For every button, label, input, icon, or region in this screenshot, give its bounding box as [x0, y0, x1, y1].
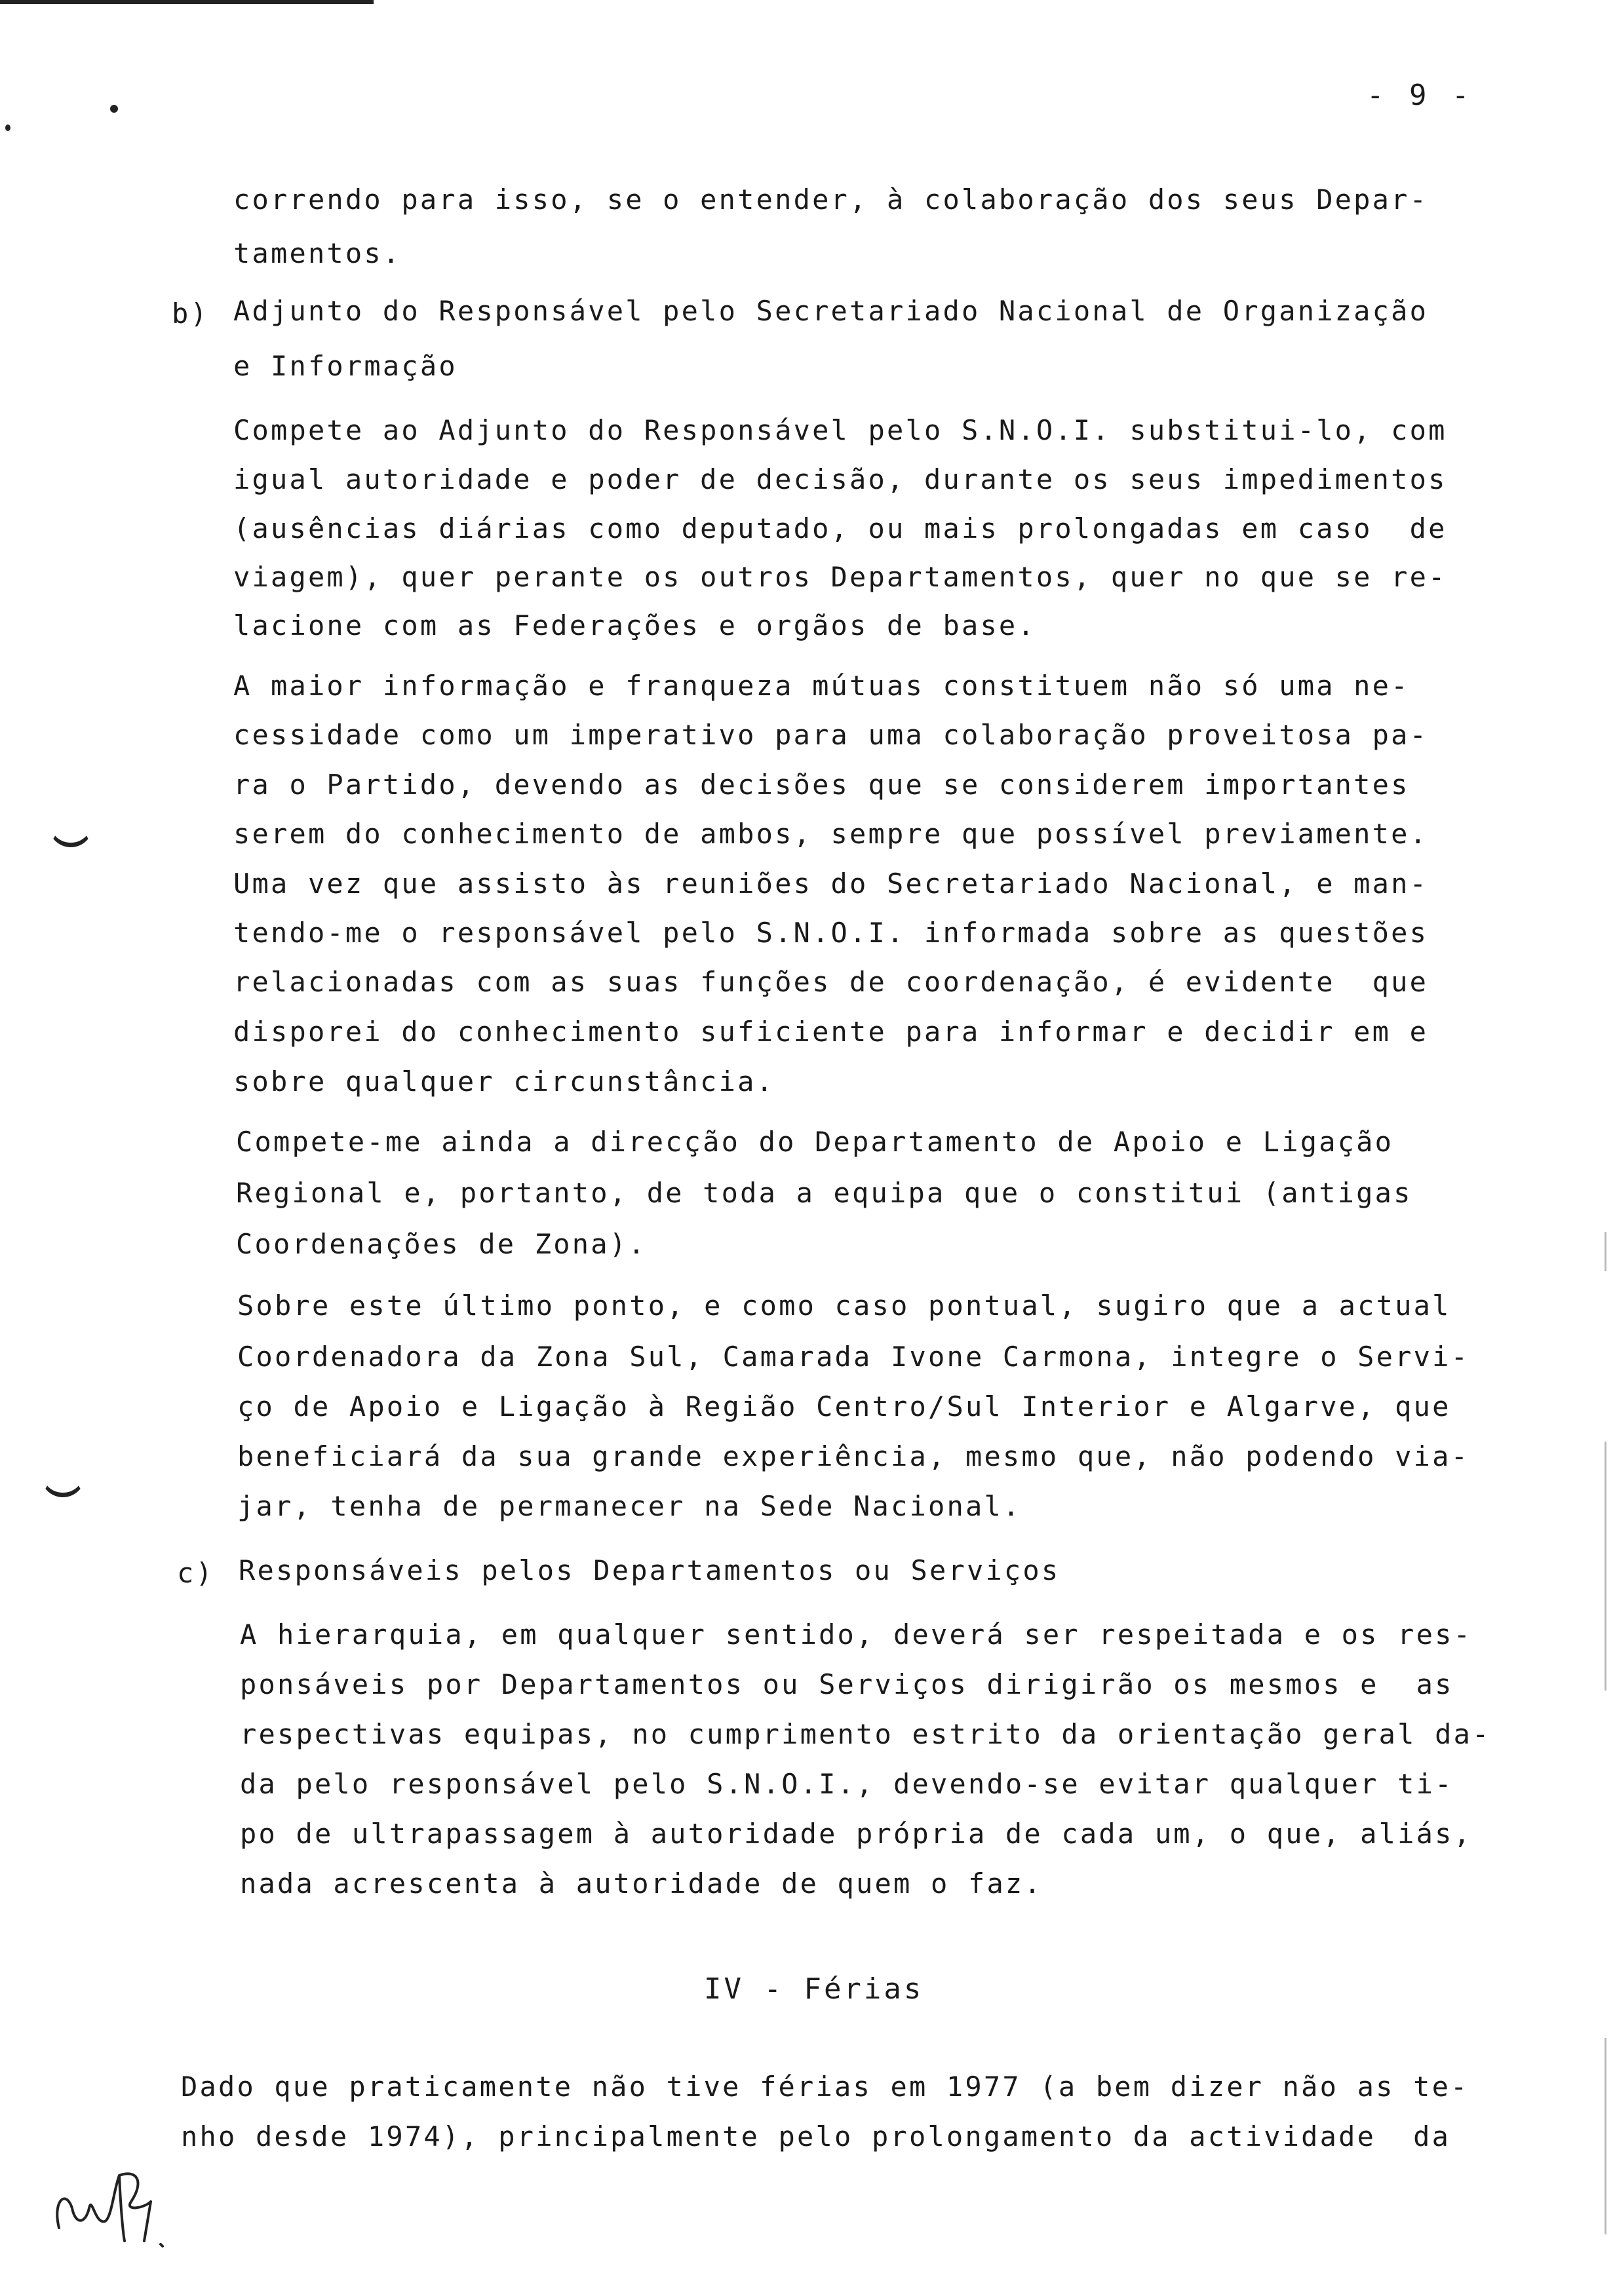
text-line: ço de Apoio e Ligação à Região Centro/Sul Interior e Algarve, que — [237, 1390, 1451, 1423]
text-line: Dado que praticamente não tive férias em 1977 (a bem dizer não as te- — [181, 2071, 1469, 2103]
text-line: disporei do conhecimento suficiente para informar e decidir em e — [233, 1016, 1429, 1048]
text-line: nho desde 1974), principalmente pelo prolongamento da actividade da — [181, 2120, 1451, 2152]
text-line: (ausências diárias como deputado, ou mais prolongadas em caso de — [233, 512, 1447, 545]
text-line: Coordenações de Zona). — [236, 1228, 647, 1260]
scan-edge-line — [1605, 1232, 1606, 1271]
text-line: A hierarquia, em qualquer sentido, deverá ser respeitada e os res- — [240, 1618, 1473, 1651]
handwritten-signature — [46, 2162, 177, 2261]
punch-mark — [49, 818, 93, 847]
scan-speck — [110, 105, 118, 113]
text-line: igual autoridade e poder de decisão, durante os seus impedimentos — [233, 463, 1447, 495]
text-line: ra o Partido, devendo as decisões que se considerem importantes — [233, 769, 1410, 801]
text-line: viagem), quer perante os outros Departamentos, quer no que se re- — [233, 561, 1447, 593]
text-line: beneficiará da sua grande experiência, mesmo que, não podendo via- — [237, 1440, 1470, 1472]
text-line: correndo para isso, se o entender, à colaboração dos seus Depar- — [233, 183, 1429, 216]
scan-edge-line — [1605, 1442, 1606, 1691]
section-b-marker: b) — [172, 297, 209, 330]
text-line: A maior informação e franqueza mútuas constituem não só uma ne- — [233, 670, 1410, 702]
text-line: po de ultrapassagem à autoridade própria de cada um, o que, aliás, — [240, 1818, 1473, 1850]
text-line: sobre qualquer circunstância. — [233, 1065, 775, 1098]
text-line: relacionadas com as suas funções de coordenação, é evidente que — [233, 966, 1429, 998]
text-line: tamentos. — [233, 237, 402, 269]
section-b-heading: Adjunto do Responsável pelo Secretariado Nacional de Organização — [233, 295, 1429, 327]
text-line: nada acrescenta à autoridade de quem o faz. — [240, 1867, 1043, 1900]
text-line: Uma vez que assisto às reuniões do Secretariado Nacional, e man- — [233, 868, 1429, 900]
text-line: Regional e, portanto, de toda a equipa que o constitui (antigas — [236, 1177, 1412, 1209]
text-line: Sobre este último ponto, e como caso pontual, sugiro que a actual — [237, 1290, 1451, 1322]
text-line: Coordenadora da Zona Sul, Camarada Ivone Carmona, integre o Servi- — [237, 1341, 1470, 1373]
text-line: tendo-me o responsável pelo S.N.O.I. informada sobre as questões — [233, 917, 1429, 949]
punch-mark — [41, 1468, 85, 1497]
section-c-heading: Responsáveis pelos Departamentos ou Serviços — [239, 1554, 1060, 1586]
text-line: ponsáveis por Departamentos ou Serviços dirigirão os mesmos e as — [240, 1668, 1454, 1700]
text-line: cessidade como um imperativo para uma colaboração proveitosa pa- — [233, 719, 1429, 751]
section-c-marker: c) — [177, 1557, 214, 1589]
section-title: IV - Férias — [704, 1972, 924, 2006]
text-line: jar, tenha de permanecer na Sede Nacional. — [237, 1490, 1022, 1522]
scan-speck — [5, 124, 10, 131]
section-b-heading: e Informação — [233, 350, 457, 382]
scan-edge-line — [1605, 2038, 1606, 2234]
text-line: respectivas equipas, no cumprimento estrito da orientação geral da- — [240, 1718, 1491, 1750]
text-line: Compete-me ainda a direcção do Departamento de Apoio e Ligação — [236, 1126, 1394, 1158]
text-line: da pelo responsável pelo S.N.O.I., devendo-se evitar qualquer ti- — [240, 1768, 1454, 1800]
top-rule — [0, 0, 374, 4]
text-line: lacione com as Federações e orgãos de base. — [233, 609, 1036, 641]
text-line: Compete ao Adjunto do Responsável pelo S.N.O.I. substitui-lo, com — [233, 414, 1447, 446]
text-line: serem do conhecimento de ambos, sempre que possível previamente. — [233, 818, 1429, 850]
page-number: - 9 - — [1367, 79, 1473, 112]
